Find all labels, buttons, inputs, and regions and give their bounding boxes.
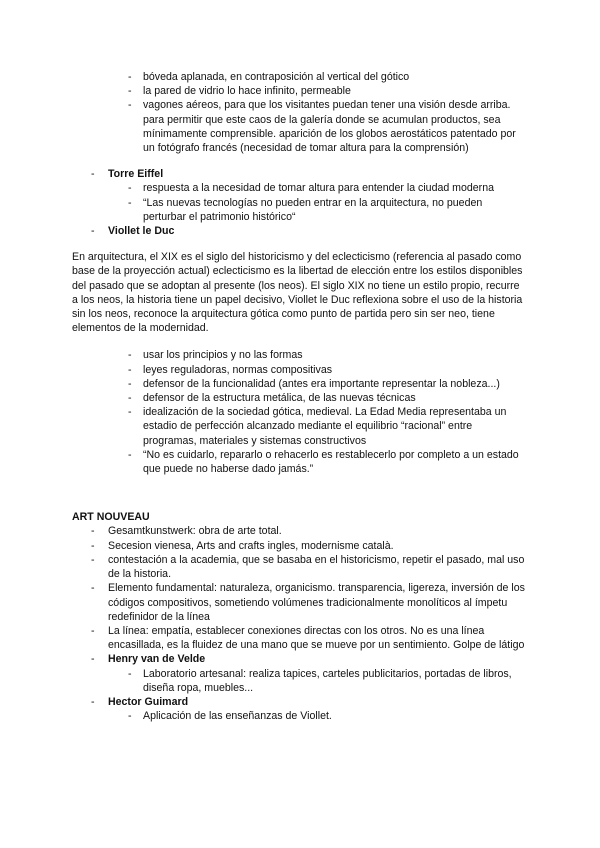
list-item: - bóveda aplanada, en contraposición al vertical del gótico	[143, 70, 528, 84]
list-item: - la pared de vidrio lo hace infinito, permeable	[143, 84, 528, 98]
viollet-heading: Viollet le Duc	[108, 225, 175, 238]
van-de-velde-items	[143, 667, 528, 695]
list-item: - Gesamtkunstwerk: obra de arte total.	[108, 524, 530, 538]
viollet-principles-list	[143, 348, 528, 476]
list-item: - “Las nuevas tecnologías no pueden entrar en la arquitectura, no pueden perturbar el patrimonio histórico“	[143, 196, 528, 224]
list-item: - idealización de la sociedad gótica, medieval. La Edad Media representaba un estadio de perfección alcanzado mediante el equilibrio “racional” entre programas, materiales y sistemas constructivos	[143, 405, 528, 448]
torre-eiffel-items	[143, 181, 528, 224]
art-nouveau-list	[108, 524, 530, 723]
van-de-velde-heading: Henry van de Velde	[108, 653, 206, 666]
list-item: - Elemento fundamental: naturaleza, organicismo. transparencia, ligereza, inversión de los códigos compositivos, sometiendo volúmenes tradicionalmente monolíticos al ímpetu redefinidor de la línea	[108, 581, 530, 624]
list-item: - respuesta a la necesidad de tomar altura para entender la ciudad moderna	[143, 181, 528, 195]
list-item	[108, 167, 530, 224]
torre-eiffel-section	[108, 167, 530, 238]
torre-eiffel-heading: Torre Eiffel	[108, 168, 164, 181]
list-item: - Aplicación de las enseñanzas de Viollet.	[143, 709, 528, 723]
list-item: - contestación a la academia, que se basaba en el historicismo, repetir el pasado, mal uso de la historia.	[108, 553, 530, 581]
list-item: - Laboratorio artesanal: realiza tapices, carteles publicitarios, portadas de libros, diseña ropa, muebles...	[143, 667, 528, 695]
list-item	[108, 652, 530, 695]
historicism-paragraph: En arquitectura, el XIX es el siglo del historicismo y del eclecticismo (referencia al pasado como base de la proyección actual) eclecticismo es la libertad de elección entre los estilos disponibles del pasado que se adoptan al presente (los neos). El siglo XIX no tiene un estilo propio, recurre a los neos, la historia tiene un papel decisivo, Viollet le Duc reflexiona sobre el uso de la historia sin los neos, reconoce la arquitectura gótica como punto de partida pero sin ser neo, tiene elementos de la modernidad.	[72, 251, 523, 335]
list-item	[108, 695, 530, 723]
list-item: - leyes reguladoras, normas compositivas	[143, 363, 528, 377]
guimard-heading: Hector Guimard	[108, 695, 189, 708]
list-item: - vagones aéreos, para que los visitantes puedan tener una visión desde arriba. para permitir que este caos de la galería donde se acumulan productos, sea mínimamente comprensible. aparición de los globos aerostáticos patentado por un fotógrafo francés (necesidad de tomar altura para la comprensión)	[143, 98, 528, 155]
list-item: - defensor de la estructura metálica, de las nuevas técnicas	[143, 391, 528, 405]
art-nouveau-heading: ART NOUVEAU	[72, 511, 150, 524]
list-item: - La línea: empatía, establecer conexiones directas con los otros. No es una línea encasillada, es la fluidez de una mano que se mueve por un sentimiento. Golpe de látigo	[108, 624, 530, 652]
list-item: - Secesion vienesa, Arts and crafts ingles, modernisme català.	[108, 539, 530, 553]
list-item: - “No es cuidarlo, repararlo o rehacerlo es restablecerlo por completo a un estado que puede no haberse dado jamás.”	[143, 448, 528, 476]
list-item	[108, 224, 530, 238]
list-item: - defensor de la funcionalidad (antes era importante representar la nobleza...)	[143, 377, 528, 391]
list-item: - usar los principios y no las formas	[143, 348, 528, 362]
guimard-items	[143, 709, 528, 723]
gallery-features-list	[143, 70, 528, 155]
